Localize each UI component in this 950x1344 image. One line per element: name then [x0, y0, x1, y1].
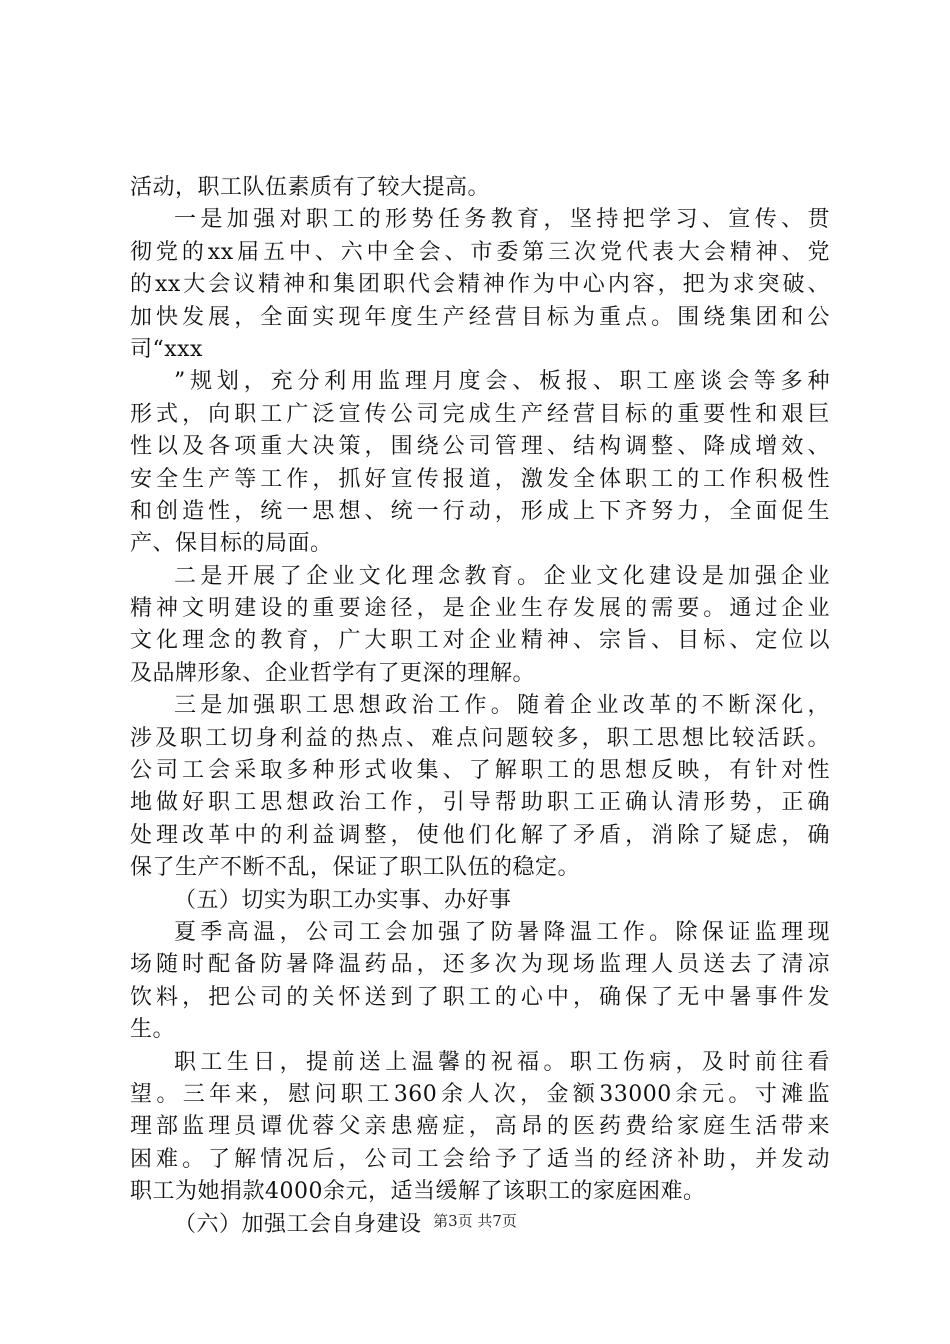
text-line: 职工为她捐款4000余元，适当缓解了该职工的家庭困难。: [130, 1179, 706, 1205]
text-line: 司“xxx: [130, 336, 203, 362]
text-line: 地做好职工思想政治工作，引导帮助职工正确认清形势，正确: [130, 790, 830, 816]
text-line: 形式，向职工广泛宣传公司完成生产经营目标的重要性和艰巨: [130, 401, 830, 427]
text-line: 精神文明建设的重要途径，是企业生存发展的需要。通过企业: [130, 596, 830, 622]
text-line: 饮料，把公司的关怀送到了职工的心中，确保了无中暑事件发: [130, 984, 830, 1010]
text-line: 三是加强职工思想政治工作。随着企业改革的不断深化，: [174, 693, 830, 719]
text-line: 的xx大会议精神和集团职代会精神作为中心内容，把为求突破、: [130, 272, 830, 298]
text-line: 产、保目标的局面。: [130, 531, 333, 557]
text-line: 公司工会采取多种形式收集、了解职工的思想反映，有针对性: [130, 758, 830, 784]
text-line: ”规划，充分利用监理月度会、板报、职工座谈会等多种: [174, 369, 830, 395]
document-body: [130, 172, 830, 1241]
text-line: 性以及各项重大决策，围绕公司管理、结构调整、降成增效、: [130, 434, 830, 460]
page-number-footer: 第3页 共7页: [433, 1212, 517, 1230]
section-heading: （五）切实为职工办实事、办好事: [174, 887, 512, 913]
text-line: 活动，职工队伍素质有了较大提高。: [130, 175, 491, 200]
text-line: 和创造性，统一思想、统一行动，形成上下齐努力，全面促生: [130, 498, 830, 524]
text-line: 困难。了解情况后，公司工会给予了适当的经济补助，并发动: [130, 1146, 830, 1172]
text-line: 一是加强对职工的形势任务教育，坚持把学习、宣传、贯: [174, 207, 830, 233]
text-line: 文化理念的教育，广大职工对企业精神、宗旨、目标、定位以: [130, 628, 830, 654]
text-line: 彻党的xx届五中、六中全会、市委第三次党代表大会精神、党: [130, 239, 830, 265]
text-line: 涉及职工切身利益的热点、难点问题较多，职工思想比较活跃。: [130, 725, 830, 751]
text-line: 职工生日，提前送上温馨的祝福。职工伤病，及时前往看: [174, 1049, 830, 1075]
text-line: 望。三年来，慰问职工360余人次，金额33000余元。寸滩监: [130, 1081, 830, 1107]
text-line: 及品牌形象、企业哲学有了更深的理解。: [130, 660, 536, 686]
text-line: 场随时配备防暑降温药品，还多次为现场监理人员送去了清凉: [130, 952, 830, 978]
text-line: 二是开展了企业文化理念教育。企业文化建设是加强企业: [174, 563, 830, 589]
text-line: 生。: [130, 1017, 176, 1043]
text-line: 处理改革中的利益调整，使他们化解了矛盾，消除了疑虑，确: [130, 822, 830, 848]
text-line: 夏季高温，公司工会加强了防暑降温工作。除保证监理现: [174, 919, 830, 945]
text-line: 保了生产不断不乱，保证了职工队伍的稳定。: [130, 855, 581, 881]
text-line: 理部监理员谭优蓉父亲患癌症，高昂的医药费给家庭生活带来: [130, 1114, 830, 1140]
text-line: 加快发展，全面实现年度生产经营目标为重点。围绕集团和公: [130, 304, 830, 330]
text-line: 安全生产等工作，抓好宣传报道，激发全体职工的工作积极性: [130, 466, 830, 492]
section-heading: （六）加强工会自身建设: [174, 1211, 422, 1237]
